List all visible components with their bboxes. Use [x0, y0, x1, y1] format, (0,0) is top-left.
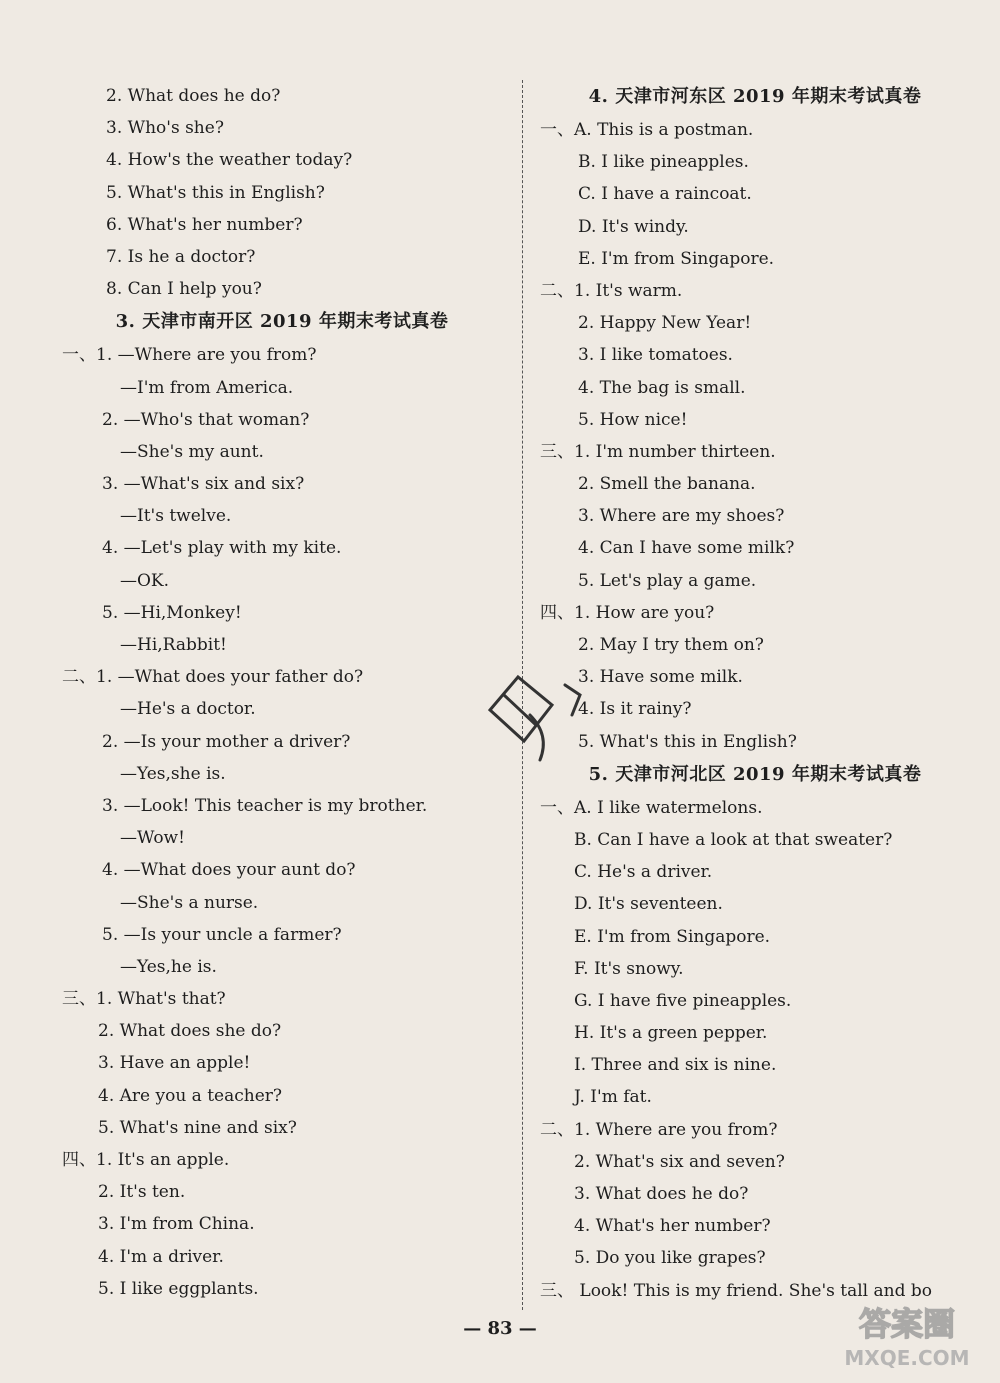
answer-line	[62, 339, 502, 371]
answer-text: 2. —Is your mother a driver?	[102, 731, 351, 752]
answer-line	[62, 144, 502, 176]
answer-line	[62, 1080, 502, 1112]
answer-line	[62, 404, 502, 436]
answer-line	[540, 436, 970, 468]
answer-line	[540, 275, 970, 307]
answer-text: C. He's a driver.	[574, 862, 713, 883]
answer-line	[540, 1210, 970, 1242]
answer-text: B. Can I have a look at that sweater?	[574, 829, 893, 850]
section-label: 一、	[62, 345, 96, 366]
answer-text: E. I'm from Singapore.	[574, 926, 771, 947]
answer-text: C. I have a raincoat.	[578, 184, 752, 205]
answer-line	[540, 211, 970, 243]
answer-text: 3. Have an apple!	[98, 1053, 251, 1074]
answer-text: 3. I'm from China.	[98, 1214, 255, 1235]
answer-line	[62, 468, 502, 500]
answer-text: 2. What does she do?	[98, 1021, 282, 1042]
answer-text: D. It's seventeen.	[574, 894, 723, 915]
answer-line	[62, 1112, 502, 1144]
answer-line	[540, 372, 970, 404]
answer-line	[540, 404, 970, 436]
answer-text: —Hi,Rabbit!	[120, 635, 227, 655]
answer-text: G. I have five pineapples.	[574, 990, 792, 1011]
answer-text: D. It's windy.	[578, 216, 689, 237]
answer-line	[540, 985, 970, 1017]
answer-text: —It's twelve.	[120, 506, 232, 527]
answer-line	[540, 597, 970, 629]
answer-text: I. Three and six is nine.	[574, 1055, 777, 1076]
answer-line	[62, 565, 502, 597]
page-number: — 83 —	[463, 1318, 537, 1339]
answer-text: —Wow!	[120, 828, 185, 849]
answer-text: 3. I like tomatoes.	[578, 345, 733, 366]
answer-text: 1. Where are you from?	[574, 1119, 778, 1140]
svg-text:答案圈: 答案圈	[858, 1305, 956, 1343]
answer-text: 4. —What does your aunt do?	[102, 860, 356, 881]
answer-line	[62, 273, 502, 305]
answer-line	[62, 1015, 502, 1047]
answer-line	[62, 597, 502, 629]
answer-text: 5. —Hi,Monkey!	[102, 602, 242, 623]
answer-text: 3. —What's six and six?	[102, 474, 305, 495]
answer-text: 4. —Let's play with my kite.	[102, 538, 342, 559]
answer-line	[62, 372, 502, 404]
answer-text: 7. Is he a doctor?	[106, 246, 256, 267]
answer-text: H. It's a green pepper.	[574, 1023, 768, 1044]
answer-text: A. I like watermelons.	[574, 797, 763, 818]
answer-text: 5. What's nine and six?	[98, 1117, 297, 1138]
answer-line	[62, 758, 502, 790]
answer-line	[540, 1114, 970, 1146]
watermark-logo	[832, 1295, 982, 1375]
answer-text: 8. Can I help you?	[106, 279, 262, 300]
answer-line	[540, 1146, 970, 1178]
answer-text: 2. —Who's that woman?	[102, 409, 310, 430]
answer-line	[540, 953, 970, 985]
answer-line	[540, 1049, 970, 1081]
section-label: 二、	[540, 1119, 574, 1140]
answer-text: 2. May I try them on?	[578, 635, 764, 655]
answer-text: 3. Have some milk.	[578, 667, 743, 688]
answer-line	[540, 114, 970, 146]
answer-text: 2. What does he do?	[106, 86, 281, 106]
left-column	[62, 80, 502, 1305]
answer-text: —Yes,she is.	[120, 763, 226, 784]
section-label: 三、	[540, 441, 574, 462]
answer-line	[540, 532, 970, 564]
answer-text: 4. What's her number?	[574, 1216, 771, 1237]
answer-line	[540, 468, 970, 500]
answer-line	[62, 693, 502, 725]
answer-text: 3. What does he do?	[574, 1184, 749, 1204]
answer-line	[62, 112, 502, 144]
answer-text: A. This is a postman.	[574, 120, 754, 140]
answer-text: 4. How's the weather today?	[106, 150, 353, 171]
answer-line	[540, 1081, 970, 1113]
answer-text: 5. —Is your uncle a farmer?	[102, 924, 342, 945]
answer-text: 1. It's an apple.	[96, 1150, 230, 1170]
answer-text: Look! This is my friend. She's tall and bo	[574, 1280, 932, 1301]
answer-line	[62, 532, 502, 564]
answer-line	[540, 307, 970, 339]
answer-line	[540, 792, 970, 824]
answer-line	[62, 1176, 502, 1208]
answer-line	[62, 629, 502, 661]
answer-line	[62, 500, 502, 532]
answer-text: —She's my aunt.	[120, 441, 264, 462]
answer-text: —Yes,he is.	[120, 956, 217, 977]
answer-text: 1. It's warm.	[574, 280, 683, 301]
answer-text: F. It's snowy.	[574, 958, 684, 979]
answer-line	[540, 146, 970, 178]
answer-text: 2. It's ten.	[98, 1182, 186, 1203]
answer-line	[540, 824, 970, 856]
answer-text: 3. Who's she?	[106, 118, 224, 139]
answer-line	[62, 1241, 502, 1273]
answer-line	[62, 241, 502, 273]
answer-text: 6. What's her number?	[106, 214, 303, 235]
answer-text: 5. How nice!	[578, 409, 688, 430]
answer-line	[62, 436, 502, 468]
section-heading: 4. 天津市河东区 2019 年期末考试真卷	[588, 86, 922, 107]
answer-text: 4. Is it rainy?	[578, 699, 692, 720]
answer-text: —I'm from America.	[120, 377, 294, 398]
answer-text: 2. Happy New Year!	[578, 313, 752, 334]
answer-text: —She's a nurse.	[120, 892, 259, 913]
section-label: 三、	[62, 989, 96, 1010]
answer-text: 3. Where are my shoes?	[578, 506, 785, 527]
answer-line	[540, 565, 970, 597]
section-label: 二、	[62, 667, 96, 688]
section-label: 二、	[540, 280, 574, 301]
answer-text: —He's a doctor.	[120, 699, 256, 720]
answer-text: 1. I'm number thirteen.	[574, 441, 776, 462]
answer-text: 5. Let's play a game.	[578, 570, 757, 591]
section-label: 一、	[540, 797, 574, 818]
answer-line	[62, 854, 502, 886]
answer-text: 1. How are you?	[574, 602, 715, 623]
section-label: 一、	[540, 120, 574, 140]
answer-text: 2. What's six and seven?	[574, 1151, 785, 1172]
answer-text: 1. —Where are you from?	[96, 345, 317, 366]
answer-line	[62, 790, 502, 822]
answer-line	[540, 500, 970, 532]
section-heading: 3. 天津市南开区 2019 年期末考试真卷	[115, 311, 449, 333]
answer-text: 4. The bag is small.	[578, 377, 746, 398]
answer-line	[540, 1017, 970, 1049]
answer-line	[62, 209, 502, 241]
answer-text: 1. —What does your father do?	[96, 667, 364, 688]
answer-text: E. I'm from Singapore.	[578, 248, 775, 269]
answer-text: 3. —Look! This teacher is my brother.	[102, 795, 428, 816]
answer-line	[540, 1242, 970, 1274]
answer-text: J. I'm fat.	[574, 1087, 652, 1108]
section-heading: 5. 天津市河北区 2019 年期末考试真卷	[588, 763, 922, 785]
answer-text: 1. What's that?	[96, 989, 226, 1010]
answer-text: 4. Can I have some milk?	[578, 538, 795, 559]
answer-line	[62, 1273, 502, 1305]
answer-text: 5. What's this in English?	[578, 731, 797, 752]
answer-line	[540, 243, 970, 275]
answer-text: 4. Are you a teacher?	[98, 1085, 283, 1106]
answer-line	[62, 951, 502, 983]
answer-line	[62, 177, 502, 209]
answer-line	[62, 1144, 502, 1176]
answer-line	[62, 822, 502, 854]
answer-line	[540, 921, 970, 953]
answer-line	[62, 661, 502, 693]
answer-line	[540, 178, 970, 210]
handwritten-stamp	[470, 655, 620, 775]
svg-text:MXQE.COM: MXQE.COM	[844, 1346, 970, 1370]
answer-line	[62, 80, 502, 112]
answer-line	[62, 983, 502, 1015]
answer-text: B. I like pineapples.	[578, 152, 749, 173]
answer-line	[540, 339, 970, 371]
answer-line	[540, 888, 970, 920]
answer-line	[62, 1047, 502, 1079]
section-label: 三、	[540, 1280, 574, 1301]
section-label: 四、	[540, 602, 574, 623]
answer-text: 5. I like eggplants.	[98, 1278, 259, 1299]
section-label: 四、	[62, 1150, 96, 1170]
answer-line	[62, 1208, 502, 1240]
answer-text: 2. Smell the banana.	[578, 474, 756, 495]
answer-text: 5. Do you like grapes?	[574, 1248, 766, 1269]
answer-text: 4. I'm a driver.	[98, 1246, 224, 1267]
answer-text: 5. What's this in English?	[106, 182, 325, 203]
answer-text: —OK.	[120, 570, 170, 591]
answer-line	[62, 726, 502, 758]
answer-line	[62, 919, 502, 951]
answer-line	[540, 1178, 970, 1210]
answer-line	[62, 887, 502, 919]
answer-line	[540, 856, 970, 888]
